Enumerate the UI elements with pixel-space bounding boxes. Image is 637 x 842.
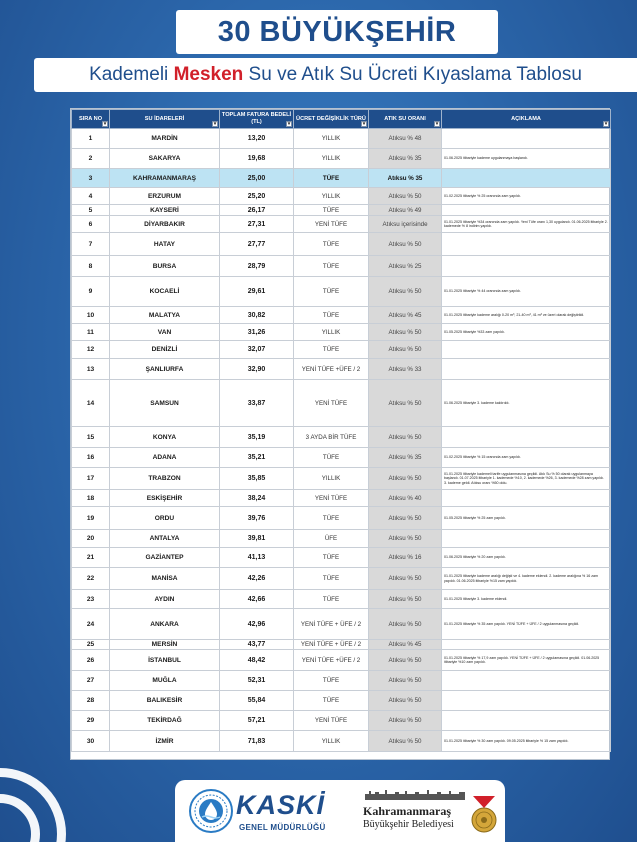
cell-row-number[interactable]: 23: [72, 590, 110, 609]
cell-change-type[interactable]: YENİ TÜFE + ÜFE / 2: [294, 640, 369, 650]
cell-utility-name[interactable]: TEKİRDAĞ: [110, 711, 220, 731]
cell-total-amount[interactable]: 38,24: [220, 490, 294, 507]
cell-notes[interactable]: [442, 490, 611, 507]
cell-notes[interactable]: 01.01.2025 itibariyle %34 oranında zam yapıldı. Yeni Tüfe oranı 1,30 uygulandı. 01.06.2025 itibariyle 2. kademede % 8 indirim yapıldı.: [442, 216, 611, 233]
cell-total-amount[interactable]: 55,84: [220, 691, 294, 711]
title-banner: [176, 10, 498, 54]
cell-change-type[interactable]: TÜFE: [294, 205, 369, 216]
cell-notes[interactable]: 01.01.2025 itibariyle % 30 zam yapıldı. 09.05.2025 itibariyle % 15 zam yapıldı.: [442, 731, 611, 752]
cell-wastewater-rate[interactable]: Atıksu % 50: [369, 341, 442, 359]
column-header-no[interactable]: SIRA NO ▾: [72, 110, 110, 129]
cell-utility-name[interactable]: MUĞLA: [110, 671, 220, 691]
cell-row-number[interactable]: 4: [72, 188, 110, 205]
subtitle-post: Su ve Atık Su Ücreti Kıyaslama Tablosu: [243, 64, 582, 85]
cell-utility-name[interactable]: AYDIN: [110, 590, 220, 609]
subtitle-accent: Mesken: [173, 64, 244, 85]
cell-utility-name[interactable]: MALATYA: [110, 307, 220, 324]
cell-change-type[interactable]: YILLIK: [294, 129, 369, 149]
table-row[interactable]: [72, 205, 611, 216]
cell-change-type[interactable]: YENİ TÜFE: [294, 380, 369, 427]
cell-utility-name[interactable]: ANKARA: [110, 609, 220, 640]
cell-total-amount[interactable]: 39,81: [220, 530, 294, 548]
cell-row-number[interactable]: 2: [72, 149, 110, 169]
cell-change-type[interactable]: YENİ TÜFE: [294, 711, 369, 731]
cell-total-amount[interactable]: 28,79: [220, 256, 294, 277]
cell-wastewater-rate[interactable]: Atıksu % 25: [369, 256, 442, 277]
kaski-logo-text: KASKİ: [236, 790, 326, 820]
cell-notes[interactable]: [442, 691, 611, 711]
cell-total-amount[interactable]: 29,61: [220, 277, 294, 307]
cell-notes[interactable]: 01.01.2025 itibariyle % 17,9 zam yapıldı. YENİ TÜFE + ÜFE / 2 uygulamasına geçildi. 01.06.2025 itibariyle %10 zam yapıldı.: [442, 650, 611, 671]
cell-change-type[interactable]: TÜFE: [294, 233, 369, 256]
cell-wastewater-rate[interactable]: Atıksu % 50: [369, 671, 442, 691]
cell-row-number[interactable]: 15: [72, 427, 110, 448]
cell-row-number[interactable]: 3: [72, 169, 110, 188]
cell-wastewater-rate[interactable]: Atıksu % 50: [369, 530, 442, 548]
cell-notes[interactable]: 01.01.2025 itibariyle kademeli tarife uygulanmasına geçildi. Atık Su % 50 olarak uygulanmaya başlandı. 01.07.2025 itibariyle 1. kademede %10, 2. kademede %26, 3. kademede %28 zam yapıldı. 3. kademe geldi. Atıksu oranı %50 oldu.: [442, 468, 611, 490]
cell-total-amount[interactable]: 42,26: [220, 568, 294, 590]
kaski-emblem-icon: [189, 789, 233, 833]
cell-change-type[interactable]: TÜFE: [294, 169, 369, 188]
cell-total-amount[interactable]: 25,00: [220, 169, 294, 188]
municipality-emblem-icon: [469, 794, 499, 834]
cell-total-amount[interactable]: 42,66: [220, 590, 294, 609]
cell-utility-name[interactable]: KONYA: [110, 427, 220, 448]
cell-total-amount[interactable]: 25,20: [220, 188, 294, 205]
cell-total-amount[interactable]: 32,90: [220, 359, 294, 380]
cell-total-amount[interactable]: 19,68: [220, 149, 294, 169]
table-row[interactable]: [72, 307, 611, 324]
cell-change-type[interactable]: TÜFE: [294, 507, 369, 530]
cell-row-number[interactable]: 6: [72, 216, 110, 233]
table-row[interactable]: [72, 129, 611, 149]
cell-utility-name[interactable]: SAMSUN: [110, 380, 220, 427]
cell-total-amount[interactable]: 52,31: [220, 671, 294, 691]
cell-row-number[interactable]: 5: [72, 205, 110, 216]
cell-utility-name[interactable]: İSTANBUL: [110, 650, 220, 671]
table-row[interactable]: [72, 448, 611, 468]
cell-notes[interactable]: 01.01.2025 itibariyle 3. kademe eklendi.: [442, 590, 611, 609]
table-row[interactable]: [72, 731, 611, 752]
table-row[interactable]: [72, 359, 611, 380]
cell-row-number[interactable]: 9: [72, 277, 110, 307]
cell-change-type[interactable]: YILLIK: [294, 324, 369, 341]
cell-row-number[interactable]: 22: [72, 568, 110, 590]
cell-total-amount[interactable]: 33,87: [220, 380, 294, 427]
column-header-utility[interactable]: SU İDARELERİ ▾: [110, 110, 220, 129]
cell-total-amount[interactable]: 13,20: [220, 129, 294, 149]
table-row[interactable]: [72, 590, 611, 609]
cell-change-type[interactable]: YILLIK: [294, 731, 369, 752]
cell-utility-name[interactable]: ŞANLIURFA: [110, 359, 220, 380]
cell-notes[interactable]: 01.05.2025 itibariyle %33 zam yapıldı.: [442, 324, 611, 341]
table-row[interactable]: [72, 233, 611, 256]
cell-row-number[interactable]: 1: [72, 129, 110, 149]
cell-notes[interactable]: 01.05.2025 itibariyle % 25 zam yapıldı.: [442, 507, 611, 530]
cell-utility-name[interactable]: KAYSERİ: [110, 205, 220, 216]
cell-utility-name[interactable]: ADANA: [110, 448, 220, 468]
cell-total-amount[interactable]: 26,17: [220, 205, 294, 216]
cell-notes[interactable]: [442, 205, 611, 216]
table-row[interactable]: [72, 380, 611, 427]
cell-row-number[interactable]: 8: [72, 256, 110, 277]
cell-row-number[interactable]: 12: [72, 341, 110, 359]
cell-notes[interactable]: [442, 129, 611, 149]
cell-change-type[interactable]: TÜFE: [294, 691, 369, 711]
cell-change-type[interactable]: TÜFE: [294, 671, 369, 691]
cell-change-type[interactable]: TÜFE: [294, 256, 369, 277]
cell-change-type[interactable]: TÜFE: [294, 341, 369, 359]
cell-total-amount[interactable]: 39,76: [220, 507, 294, 530]
table-body: [72, 129, 611, 752]
table-row[interactable]: [72, 609, 611, 640]
table-row[interactable]: [72, 530, 611, 548]
cell-notes[interactable]: [442, 233, 611, 256]
table-row[interactable]: [72, 691, 611, 711]
cell-row-number[interactable]: 13: [72, 359, 110, 380]
cell-wastewater-rate[interactable]: Atıksu % 45: [369, 307, 442, 324]
cell-total-amount[interactable]: 41,13: [220, 548, 294, 568]
cell-utility-name[interactable]: ERZURUM: [110, 188, 220, 205]
cell-change-type[interactable]: TÜFE: [294, 448, 369, 468]
cell-utility-name[interactable]: VAN: [110, 324, 220, 341]
cell-row-number[interactable]: 27: [72, 671, 110, 691]
filter-dropdown-icon[interactable]: ▾: [103, 121, 107, 127]
table-row[interactable]: [72, 216, 611, 233]
cell-notes[interactable]: [442, 427, 611, 448]
cell-notes[interactable]: [442, 530, 611, 548]
cell-wastewater-rate[interactable]: Atıksu % 50: [369, 731, 442, 752]
cell-utility-name[interactable]: SAKARYA: [110, 149, 220, 169]
cell-row-number[interactable]: 7: [72, 233, 110, 256]
filter-dropdown-icon[interactable]: ▾: [287, 121, 291, 127]
table-row[interactable]: [72, 427, 611, 448]
table-row[interactable]: [72, 341, 611, 359]
cell-row-number[interactable]: 11: [72, 324, 110, 341]
cell-utility-name[interactable]: MERSİN: [110, 640, 220, 650]
cell-wastewater-rate[interactable]: Atıksu % 48: [369, 129, 442, 149]
municipality-name-line2: Büyükşehir Belediyesi: [363, 819, 454, 830]
comparison-table: [71, 109, 611, 752]
cell-change-type[interactable]: YILLIK: [294, 149, 369, 169]
cell-change-type[interactable]: YENİ TÜFE + ÜFE / 2: [294, 609, 369, 640]
cell-row-number[interactable]: 28: [72, 691, 110, 711]
column-header-change-type[interactable]: ÜCRET DEĞİŞİKLİK TÜRÜ ▾: [294, 110, 369, 129]
cell-row-number[interactable]: 30: [72, 731, 110, 752]
cell-notes[interactable]: 01.01.2025 itibariyle kademe aralığı 0-20 m³, 21-40 m³, 41 m³ ve üzeri olarak değiştirildi.: [442, 307, 611, 324]
cell-utility-name[interactable]: MARDİN: [110, 129, 220, 149]
cell-notes[interactable]: [442, 359, 611, 380]
kaski-logo-subtitle: GENEL MÜDÜRLÜĞÜ: [239, 823, 326, 832]
cell-change-type[interactable]: ÜFE: [294, 530, 369, 548]
municipality-name-line1: Kahramanmaraş: [363, 804, 451, 818]
cell-total-amount[interactable]: 42,96: [220, 609, 294, 640]
cell-wastewater-rate[interactable]: Atıksu % 50: [369, 380, 442, 427]
cell-total-amount[interactable]: 27,31: [220, 216, 294, 233]
table-row[interactable]: [72, 324, 611, 341]
cell-wastewater-rate[interactable]: Atıksu % 40: [369, 490, 442, 507]
column-header-total[interactable]: TOPLAM FATURA BEDELİ (TL) ▾: [220, 110, 294, 129]
table-row[interactable]: [72, 149, 611, 169]
cell-row-number[interactable]: 20: [72, 530, 110, 548]
cell-change-type[interactable]: YILLIK: [294, 188, 369, 205]
cell-wastewater-rate[interactable]: Atıksu içerisinde: [369, 216, 442, 233]
column-header-wastewater-rate[interactable]: ATIK SU ORANI ▾: [369, 110, 442, 129]
filter-dropdown-icon[interactable]: ▾: [213, 121, 217, 127]
cell-notes[interactable]: 01.06.2025 itibariyle % 20 zam yapıldı.: [442, 548, 611, 568]
cell-utility-name[interactable]: KOCAELİ: [110, 277, 220, 307]
cell-total-amount[interactable]: 35,21: [220, 448, 294, 468]
filter-dropdown-icon[interactable]: ▾: [362, 121, 366, 127]
filter-dropdown-icon[interactable]: ▾: [604, 121, 608, 127]
cell-wastewater-rate[interactable]: Atıksu % 50: [369, 691, 442, 711]
table-row[interactable]: [72, 468, 611, 490]
table-row[interactable]: [72, 507, 611, 530]
cell-utility-name[interactable]: ESKİŞEHİR: [110, 490, 220, 507]
cell-notes[interactable]: [442, 256, 611, 277]
cell-change-type[interactable]: YENİ TÜFE: [294, 490, 369, 507]
cell-wastewater-rate[interactable]: Atıksu % 33: [369, 359, 442, 380]
cell-row-number[interactable]: 18: [72, 490, 110, 507]
cell-utility-name[interactable]: DENİZLİ: [110, 341, 220, 359]
cell-utility-name[interactable]: DİYARBAKIR: [110, 216, 220, 233]
table-row[interactable]: [72, 568, 611, 590]
table-row[interactable]: [72, 650, 611, 671]
cell-change-type[interactable]: 3 AYDA BİR TÜFE: [294, 427, 369, 448]
table-row[interactable]: [72, 169, 611, 188]
cell-wastewater-rate[interactable]: Atıksu % 45: [369, 640, 442, 650]
cell-row-number[interactable]: 29: [72, 711, 110, 731]
cell-row-number[interactable]: 19: [72, 507, 110, 530]
cell-notes[interactable]: [442, 711, 611, 731]
table-row[interactable]: [72, 188, 611, 205]
cell-notes[interactable]: [442, 671, 611, 691]
cell-wastewater-rate[interactable]: Atıksu % 50: [369, 277, 442, 307]
cell-utility-name[interactable]: ANTALYA: [110, 530, 220, 548]
cell-utility-name[interactable]: HATAY: [110, 233, 220, 256]
cell-notes[interactable]: 01.06.2025 itibariyle kademe uygulanmaya başlandı.: [442, 149, 611, 169]
cell-utility-name[interactable]: MANİSA: [110, 568, 220, 590]
cell-total-amount[interactable]: 31,26: [220, 324, 294, 341]
cell-row-number[interactable]: 26: [72, 650, 110, 671]
cell-notes[interactable]: 01.02.2025 itibariyle % 25 oranında zam yapıldı.: [442, 188, 611, 205]
cell-wastewater-rate[interactable]: Atıksu % 50: [369, 233, 442, 256]
cell-notes[interactable]: [442, 169, 611, 188]
cell-row-number[interactable]: 24: [72, 609, 110, 640]
subtitle-banner: [34, 58, 637, 92]
cell-notes[interactable]: [442, 640, 611, 650]
table-row[interactable]: [72, 256, 611, 277]
cell-total-amount[interactable]: 48,42: [220, 650, 294, 671]
cell-total-amount[interactable]: 43,77: [220, 640, 294, 650]
cell-total-amount[interactable]: 57,21: [220, 711, 294, 731]
cell-wastewater-rate[interactable]: Atıksu % 50: [369, 590, 442, 609]
cell-utility-name[interactable]: İZMİR: [110, 731, 220, 752]
cell-change-type[interactable]: YENİ TÜFE +ÜFE / 2: [294, 359, 369, 380]
cell-wastewater-rate[interactable]: Atıksu % 50: [369, 188, 442, 205]
cell-wastewater-rate[interactable]: Atıksu % 50: [369, 468, 442, 490]
page-subtitle: [89, 64, 582, 86]
cell-wastewater-rate[interactable]: Atıksu % 16: [369, 548, 442, 568]
cell-notes[interactable]: 01.01.2025 itibariyle kademe aralığı değişti ve 4. kademe eklendi. 2. kademe aralığına % 16 zam yapıldı. 01.06.2025 itibariyle %15 zam yapıldı.: [442, 568, 611, 590]
table-row[interactable]: [72, 548, 611, 568]
page-title: 30 BÜYÜKŞEHİR: [217, 15, 457, 48]
cell-wastewater-rate[interactable]: Atıksu % 50: [369, 427, 442, 448]
cell-change-type[interactable]: TÜFE: [294, 590, 369, 609]
cell-notes[interactable]: 01.02.2025 itibariyle % 15 oranında zam yapıldı.: [442, 448, 611, 468]
footer-logo-card: [175, 780, 505, 842]
cell-total-amount[interactable]: 32,07: [220, 341, 294, 359]
cell-change-type[interactable]: YILLIK: [294, 468, 369, 490]
cell-utility-name[interactable]: GAZİANTEP: [110, 548, 220, 568]
cell-row-number[interactable]: 25: [72, 640, 110, 650]
cell-row-number[interactable]: 17: [72, 468, 110, 490]
cell-wastewater-rate[interactable]: Atıksu % 35: [369, 448, 442, 468]
cell-notes[interactable]: 01.01.2025 itibariyle % 44 oranında zam yapıldı.: [442, 277, 611, 307]
cell-notes[interactable]: 01.01.2025 itibariyle % 35 zam yapıldı. YENİ TÜFE + ÜFE / 2 uygulanmasına geçildi.: [442, 609, 611, 640]
cell-wastewater-rate[interactable]: Atıksu % 50: [369, 568, 442, 590]
cell-row-number[interactable]: 10: [72, 307, 110, 324]
subtitle-pre: Kademeli: [89, 64, 174, 85]
cell-wastewater-rate[interactable]: Atıksu % 50: [369, 650, 442, 671]
cell-wastewater-rate[interactable]: Atıksu % 49: [369, 205, 442, 216]
cell-utility-name[interactable]: ORDU: [110, 507, 220, 530]
cell-wastewater-rate[interactable]: Atıksu % 35: [369, 149, 442, 169]
cell-notes[interactable]: 01.06.2025 itibariyle 3. kademe kaldırıldı.: [442, 380, 611, 427]
cell-wastewater-rate[interactable]: Atıksu % 50: [369, 324, 442, 341]
cell-change-type[interactable]: TÜFE: [294, 307, 369, 324]
cell-row-number[interactable]: 16: [72, 448, 110, 468]
cell-notes[interactable]: [442, 341, 611, 359]
table-row[interactable]: [72, 490, 611, 507]
cell-change-type[interactable]: TÜFE: [294, 548, 369, 568]
cell-total-amount[interactable]: 71,83: [220, 731, 294, 752]
cell-wastewater-rate[interactable]: Atıksu % 50: [369, 711, 442, 731]
cell-utility-name[interactable]: BALIKESİR: [110, 691, 220, 711]
cell-wastewater-rate[interactable]: Atıksu % 35: [369, 169, 442, 188]
cell-row-number[interactable]: 21: [72, 548, 110, 568]
table-header-row: [72, 110, 611, 129]
cell-utility-name[interactable]: KAHRAMANMARAŞ: [110, 169, 220, 188]
table-row[interactable]: [72, 711, 611, 731]
cell-total-amount[interactable]: 27,77: [220, 233, 294, 256]
cell-change-type[interactable]: TÜFE: [294, 277, 369, 307]
comparison-sheet: [70, 108, 610, 760]
cell-wastewater-rate[interactable]: Atıksu % 50: [369, 609, 442, 640]
city-skyline-icon: [365, 788, 465, 800]
table-row[interactable]: [72, 640, 611, 650]
cell-total-amount[interactable]: 30,82: [220, 307, 294, 324]
cell-utility-name[interactable]: BURSA: [110, 256, 220, 277]
cell-wastewater-rate[interactable]: Atıksu % 50: [369, 507, 442, 530]
table-row[interactable]: [72, 277, 611, 307]
cell-change-type[interactable]: YENİ TÜFE: [294, 216, 369, 233]
cell-total-amount[interactable]: 35,19: [220, 427, 294, 448]
column-header-notes[interactable]: AÇIKLAMA ▾: [442, 110, 611, 129]
cell-row-number[interactable]: 14: [72, 380, 110, 427]
cell-change-type[interactable]: YENİ TÜFE +ÜFE / 2: [294, 650, 369, 671]
table-row[interactable]: [72, 671, 611, 691]
cell-utility-name[interactable]: TRABZON: [110, 468, 220, 490]
cell-change-type[interactable]: TÜFE: [294, 568, 369, 590]
filter-dropdown-icon[interactable]: ▾: [435, 121, 439, 127]
cell-total-amount[interactable]: 35,85: [220, 468, 294, 490]
